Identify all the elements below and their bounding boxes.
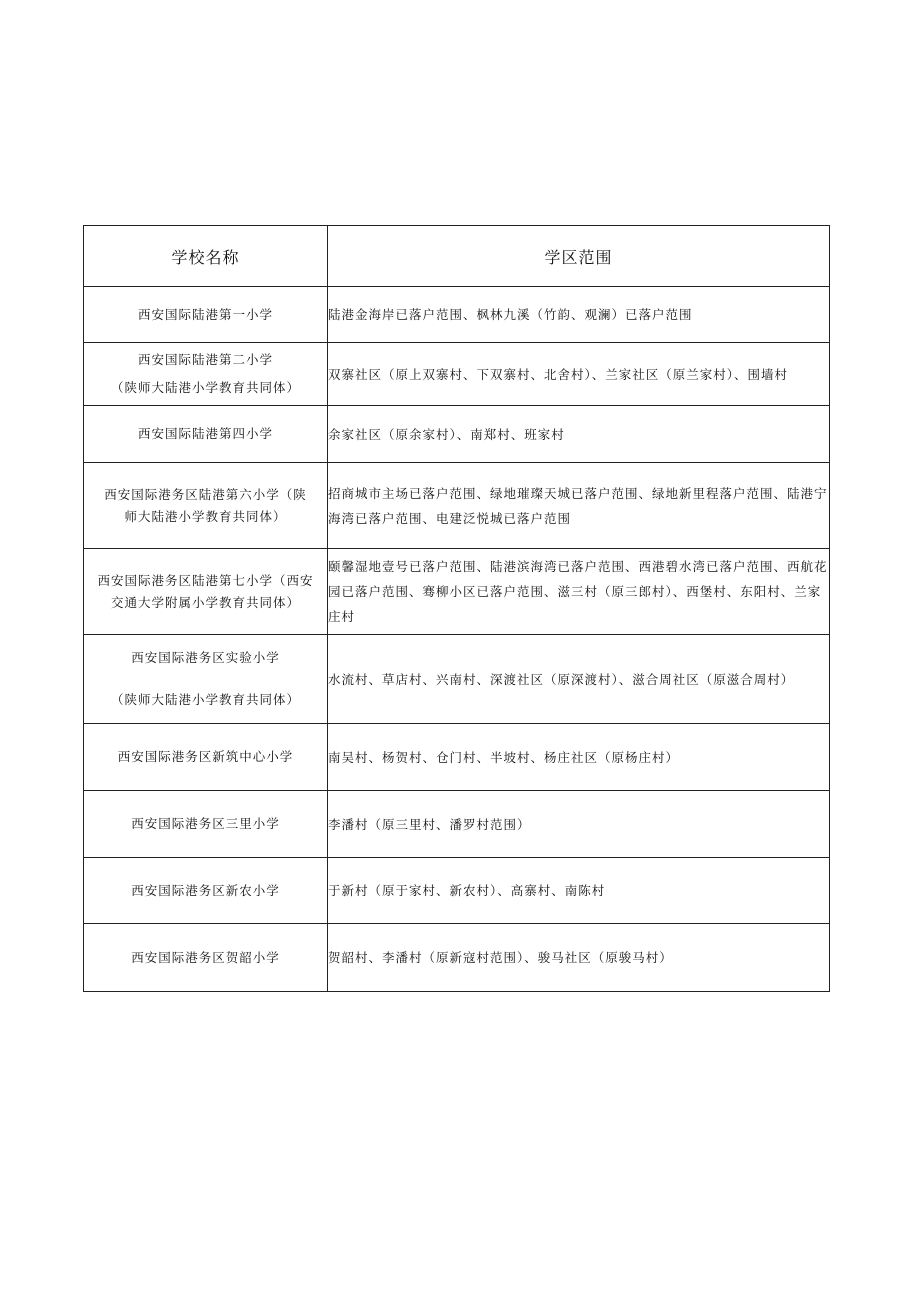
district-range-cell: 南吴村、杨贺村、仓门村、半坡村、杨庄社区（原杨庄村） bbox=[328, 724, 830, 791]
district-range-cell: 水流村、草店村、兴南村、深渡社区（原深渡村）、滋合周社区（原滋合周村） bbox=[328, 635, 830, 724]
table-row bbox=[84, 724, 830, 791]
district-range-cell: 于新村（原于家村、新农村）、高寨村、南陈村 bbox=[328, 858, 830, 924]
school-name-line: 师大陆港小学教育共同体） bbox=[124, 508, 287, 524]
district-range-cell: 双寨社区（原上双寨村、下双寨村、北舍村）、兰家社区（原兰家村）、围墙村 bbox=[328, 343, 830, 406]
table-row bbox=[84, 343, 830, 406]
school-district-table bbox=[83, 225, 830, 992]
district-range-cell: 李潘村（原三里村、潘罗村范围） bbox=[328, 791, 830, 858]
table-row bbox=[84, 406, 830, 463]
school-name-cell bbox=[84, 343, 328, 406]
table-row bbox=[84, 635, 830, 724]
header-school-name: 学校名称 bbox=[84, 226, 328, 287]
table-header-row bbox=[84, 226, 830, 287]
table-row bbox=[84, 924, 830, 992]
school-name-line: 西安国际港务区实验小学 bbox=[131, 650, 280, 665]
district-range-cell: 余家社区（原余家村）、南郑村、班家村 bbox=[328, 406, 830, 463]
school-name-line: 西安国际港务区三里小学 bbox=[131, 816, 280, 831]
table-row bbox=[84, 858, 830, 924]
district-range-cell: 招商城市主场已落户范围、绿地璀璨天城已落户范围、绿地新里程落户范围、陆港宁海湾已落户范围、电建泛悦城已落户范围 bbox=[328, 463, 830, 549]
table-row bbox=[84, 791, 830, 858]
school-name-cell bbox=[84, 724, 328, 791]
table-row bbox=[84, 287, 830, 343]
school-name-line: （陕师大陆港小学教育共同体） bbox=[110, 380, 300, 395]
school-name-line: 西安国际陆港第二小学 bbox=[137, 352, 273, 367]
school-name-cell bbox=[84, 858, 328, 924]
school-name-cell bbox=[84, 463, 328, 549]
school-name-cell bbox=[84, 549, 328, 635]
school-name-cell bbox=[84, 924, 328, 992]
table-row bbox=[84, 463, 830, 549]
school-name-line: 西安国际港务区新筑中心小学 bbox=[117, 749, 294, 764]
school-name-cell bbox=[84, 791, 328, 858]
school-name-line: 西安国际港务区陆港第七小学（西安 bbox=[97, 572, 314, 588]
school-name-line: 西安国际港务区陆港第六小学（陕 bbox=[104, 486, 307, 502]
school-name-cell bbox=[84, 406, 328, 463]
district-range-cell: 贺韶村、李潘村（原新寇村范围）、骏马社区（原骏马村） bbox=[328, 924, 830, 992]
school-name-line: 交通大学附属小学教育共同体） bbox=[110, 594, 300, 610]
school-name-cell bbox=[84, 635, 328, 724]
school-name-line: （陕师大陆港小学教育共同体） bbox=[110, 692, 300, 707]
school-name-line: 西安国际陆港第四小学 bbox=[137, 426, 273, 441]
school-name-line: 西安国际陆港第一小学 bbox=[137, 306, 273, 322]
header-district-range: 学区范围 bbox=[328, 226, 830, 287]
school-name-line: 西安国际港务区贺韶小学 bbox=[131, 949, 280, 965]
district-range-cell: 颐馨湿地壹号已落户范围、陆港滨海湾已落户范围、西港碧水湾已落户范围、西航花园已落户范围、骞柳小区已落户范围、滋三村（原三郎村）、西堡村、东阳村、兰家庄村 bbox=[328, 549, 830, 635]
district-range-cell: 陆港金海岸已落户范围、枫林九溪（竹韵、观澜）已落户范围 bbox=[328, 287, 830, 343]
table-row bbox=[84, 549, 830, 635]
school-name-line: 西安国际港务区新农小学 bbox=[131, 882, 280, 898]
school-name-cell bbox=[84, 287, 328, 343]
